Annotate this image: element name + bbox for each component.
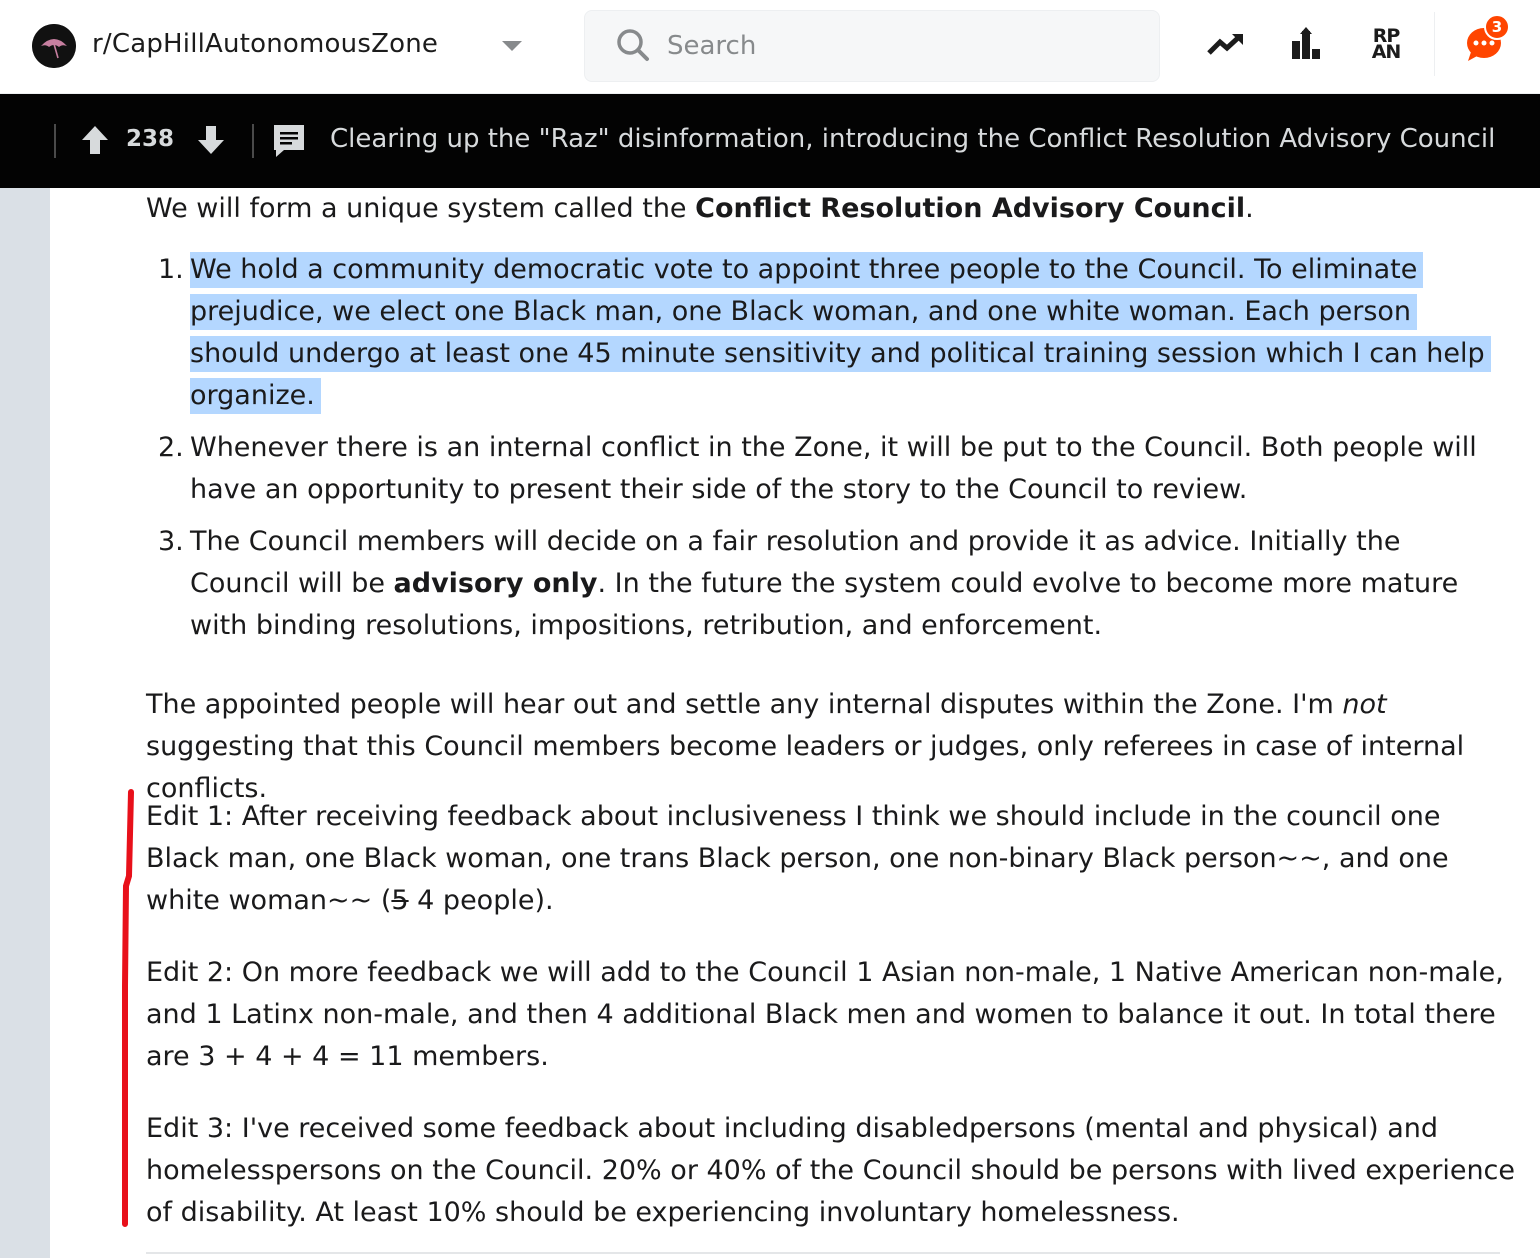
highlighted-text: We hold a community democratic vote to appoint three people to the Council. To eliminate prejudice, we elect one Black man, one Black woman, and one white woman. Each person should undergo at least one 45 minute sensitivity and political training session which I can help organize. — [190, 252, 1491, 414]
red-annotation-line — [118, 786, 138, 1232]
edit-2-paragraph: Edit 2: On more feedback we will add to the Council 1 Asian non-male, 1 Native American non-male, and 1 Latinx non-male, and then 4 additional Black men and women to balance it out. In total there are 3 + 4 + 4 = 11 members. — [146, 957, 1504, 1072]
downvote-icon[interactable] — [196, 124, 226, 156]
ordered-list — [146, 249, 1506, 657]
bar-separator — [54, 124, 56, 158]
vote-count: 238 — [126, 126, 175, 152]
list-item: 1. We hold a community democratic vote to appoint three people to the Council. To eliminate prejudice, we elect one Black man, one Black woman, and one white woman. Each person should undergo at least one 45 minute sensitivity and political training session which I can help organize. — [146, 249, 1506, 417]
header-divider — [1434, 12, 1435, 76]
popular-button[interactable] — [1204, 22, 1248, 66]
upvote-icon[interactable] — [80, 124, 110, 156]
all-button[interactable] — [1284, 22, 1328, 66]
subreddit-name[interactable]: r/CapHillAutonomousZone — [92, 29, 439, 59]
comment-icon[interactable] — [270, 122, 308, 160]
divider — [146, 1252, 1500, 1254]
search-input[interactable] — [667, 11, 1137, 81]
search-icon — [615, 27, 651, 63]
subreddit-avatar[interactable] — [32, 24, 76, 68]
list-item: 3. The Council members will decide on a fair resolution and provide it as advice. Initially the Council will be advisory only. In the future the system could evolve to become more mature with binding resolutions, impositions, retribution, and enforcement. — [158, 526, 1459, 641]
bar-separator — [252, 124, 254, 158]
search-bar[interactable] — [584, 10, 1160, 82]
chat-badge: 3 — [1484, 14, 1510, 40]
post-title[interactable]: Clearing up the "Raz" disinformation, introducing the Conflict Resolution Advisory Council — [330, 124, 1496, 154]
edit-3-paragraph: Edit 3: I've received some feedback about including disabledpersons (mental and physical) and homelesspersons on the Council. 20% or 40% of the Council should be persons with lived experience of disability. At least 10% should be experiencing involuntary homelessness. — [146, 1113, 1516, 1228]
rpan-button[interactable] — [1364, 22, 1408, 66]
edit-1-paragraph: Edit 1: After receiving feedback about inclusiveness I think we should include in the council one Black man, one Black woman, one trans Black person, one non-binary Black person~~, and one white woman~~ (5 4 people). — [146, 801, 1449, 916]
rpan-icon: RP AN — [1371, 25, 1401, 63]
appointed-paragraph: The appointed people will hear out and settle any internal disputes within the Zone. I'm not suggesting that this Council members become leaders or judges, only referees in case of internal conflicts. — [146, 689, 1465, 804]
trending-icon — [1206, 29, 1246, 59]
top-header — [0, 0, 1540, 94]
chat-button[interactable] — [1462, 18, 1506, 66]
list-item: 2. Whenever there is an internal conflict in the Zone, it will be put to the Council. Both people will have an opportunity to present their side of the story to the Council to review. — [158, 432, 1477, 505]
council-name: Conflict Resolution Advisory Council — [695, 193, 1246, 224]
bar-chart-icon — [1289, 27, 1323, 61]
chevron-down-icon[interactable] — [500, 38, 524, 54]
intro-paragraph: We will form a unique system called the Conflict Resolution Advisory Council. — [146, 193, 1254, 224]
